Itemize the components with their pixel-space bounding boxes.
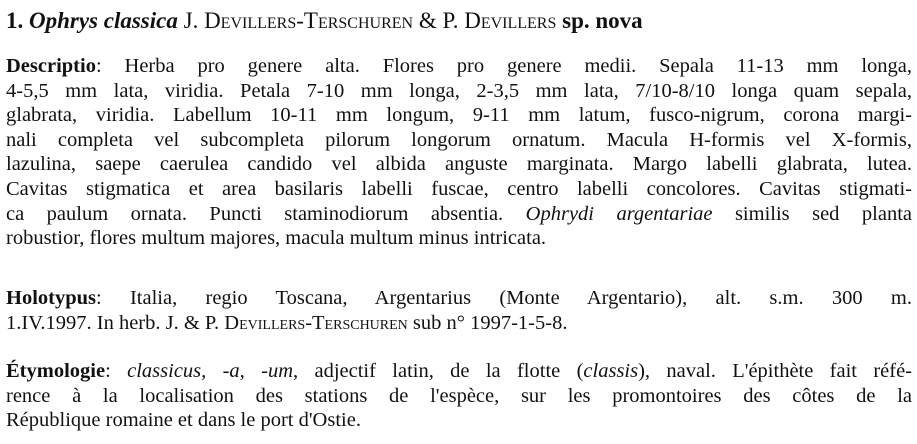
author-2: P. Devillers: [442, 8, 557, 33]
species-name: Ophrys classica: [29, 8, 178, 33]
etymologie-italic-1: classicus, -a, -um: [127, 360, 294, 382]
descriptio-section: [6, 54, 912, 251]
descriptio-italic-species: Ophrydi argentariae: [525, 202, 713, 225]
author-ampersand: &: [418, 8, 437, 33]
etymologie-line-1-a: , adjectif latin, de la flotte (: [293, 360, 584, 382]
species-title: [6, 6, 643, 36]
descriptio-line-1: [6, 54, 912, 79]
etymologie-italic-2: classis: [583, 360, 639, 382]
etymologie-section: [6, 359, 912, 433]
descriptio-line-6: Cavitas stigmatica et area basilaris labelli fuscae, centro labelli concolores. Cavitas stigmati-: [6, 177, 912, 200]
descriptio-heading: Descriptio: [6, 55, 96, 77]
species-number: 1.: [6, 8, 24, 33]
holotypus-herbarium-name: Devillers-Terschuren: [224, 311, 408, 334]
etymologie-line-3: République romaine et dans le port d'Ostie.: [6, 409, 361, 432]
descriptio-text-1: : Herba pro genere alta. Flores pro genere medii. Sepala 11-13 mm longa,: [95, 55, 912, 77]
species-status: sp. nova: [562, 8, 643, 33]
holotypus-line-2-b: sub n° 1997-1-5-8.: [412, 311, 568, 334]
holotypus-line-1: [6, 286, 912, 311]
descriptio-line-3: glabrata, viridia. Labellum 10-11 mm longum, 9-11 mm latum, fusco-nigrum, corona margi-: [6, 104, 912, 127]
descriptio-line-2: 4-5,5 mm lata, viridia. Petala 7-10 mm longa, 2-3,5 mm lata, 7/10-8/10 longa quam sepala,: [6, 79, 912, 102]
etymologie-heading: Étymologie: [6, 360, 106, 382]
descriptio-line-5: lazulina, saepe caerulea candido vel albida anguste marginata. Margo labelli glabrata, lutea.: [6, 153, 912, 176]
holotypus-line-2-a: 1.IV.1997. In herb. J. & P.: [6, 311, 220, 334]
holotypus-heading: Holotypus: [6, 287, 96, 309]
etymologie-line-1-b: ), naval. L'épithète fait réfé-: [638, 360, 913, 382]
descriptio-line-7-b: similis sed planta: [734, 202, 912, 225]
etymologie-line-2: rence à la localisation des stations de l'espèce, sur les promontoires des côtes de la: [6, 384, 912, 407]
author-1: J. Devillers-Terschuren: [183, 8, 414, 33]
holotypus-section: [6, 286, 912, 335]
etymologie-colon: :: [105, 360, 111, 382]
holotypus-text-1: : Italia, regio Toscana, Argentarius (Monte Argentario), alt. s.m. 300 m.: [96, 287, 912, 309]
descriptio-line-7-a: ca paulum ornata. Puncti staminodiorum absentia.: [6, 202, 504, 225]
descriptio-line-8: robustior, flores multum majores, macula multum minus intricata.: [6, 227, 547, 250]
descriptio-line-4: nali completa vel subcompleta pilorum longorum ornatum. Macula H-formis vel X-formis,: [6, 128, 912, 151]
holotypus-line-2: [6, 311, 912, 336]
descriptio-line-7: [6, 202, 912, 227]
etymologie-line-1: [6, 359, 912, 384]
